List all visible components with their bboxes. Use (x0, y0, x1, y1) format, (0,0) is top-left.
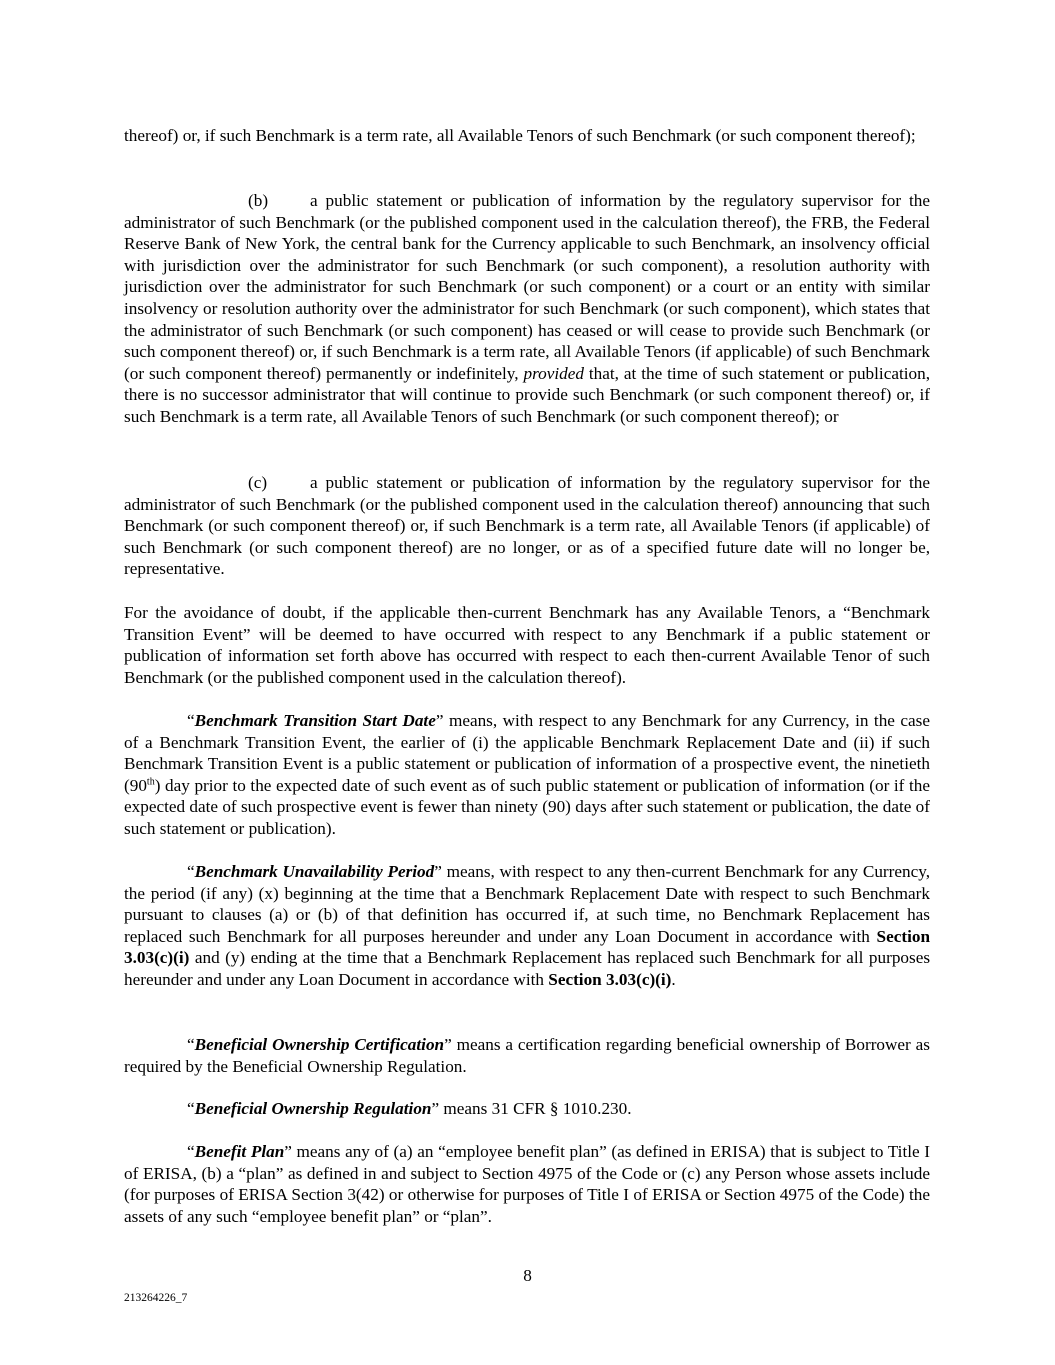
definition-benchmark-transition-start-date: “Benchmark Transition Start Date” means, with respect to any Benchmark for any Currency, in the case of a Benchmark Transition Event, the earlier of (i) the applicable Benchmark Replacement Date and (ii) if such Benchmark Transition Event is a public statement or publication of information of a prospective event, the ninetieth (90th) day prior to the expected date of such event as of such public statement or publication of information (or if the expected date of such prospective event is fewer than ninety (90) days after such statement or publication, the date of such statement or publication). (124, 711, 930, 838)
clause-b: (b) a public statement or publication of information by the regulatory supervisor for the administrator of such Benchmark (or the published component used in the calculation thereof), the FRB, the Federal Reserve Bank of New York, the central bank for the Currency applicable to such Benchmark, an insolvency official with jurisdiction over the administrator for such Benchmark (or such component), a resolution authority with jurisdiction over the administrator for such Benchmark (or such component) or a court or an entity with similar insolvency or resolution authority over the administrator for such Benchmark (or such component), which states that the administrator of such Benchmark (or such component) has ceased or will cease to provide such Benchmark (or such component thereof) or, if such Benchmark is a term rate, all Available Tenors (if applicable) of such Benchmark (or such component thereof) permanently or indefinitely, provided that, at the time of such statement or publication, there is no successor administrator that will continue to provide such Benchmark (or such component thereof) or, if such Benchmark is a term rate, all Available Tenors of such Benchmark (or such component thereof); or (124, 191, 930, 426)
defined-term: Beneficial Ownership Certification (194, 1035, 445, 1054)
definition-benefit-plan: “Benefit Plan” means any of (a) an “employee benefit plan” (as defined in ERISA) that is subject to Title I of ERISA, (b) a “plan” as defined in and subject to Section 4975 of the Code or (c) any Person whose assets include (for purposes of ERISA Section 3(42) or otherwise for purposes of Title I of ERISA or Section 4975 of the Code) the assets of any such “employee benefit plan” or “plan”. (124, 1142, 930, 1226)
defined-term: Benchmark Transition Start Date (194, 711, 436, 730)
paragraph-continuation: thereof) or, if such Benchmark is a term rate, all Available Tenors of such Benchmark (or such component thereof); (124, 126, 916, 145)
document-id: 213264226_7 (124, 1292, 188, 1304)
defined-term: Beneficial Ownership Regulation (194, 1099, 432, 1118)
section-reference: Section 3.03(c)(i) (124, 926, 931, 968)
definition-beneficial-ownership-certification: “Beneficial Ownership Certification” means a certification regarding beneficial ownership of Borrower as required by the Beneficial Ownership Regulation. (124, 1035, 930, 1076)
clause-b-label: (b) (248, 191, 269, 210)
clause-c: (c) a public statement or publication of information by the regulatory supervisor for the administrator of such Benchmark (or the published component used in the calculation thereof) announcing that such Benchmark (or such component thereof) or, if such Benchmark is a term rate, all Available Tenors (if applicable) of such Benchmark (or such component thereof) are no longer, or as of a specified future date will no longer be, representative. (124, 473, 930, 579)
defined-term: Benefit Plan (194, 1142, 285, 1161)
section-reference: Section 3.03(c)(i) (548, 969, 672, 989)
defined-term: Benchmark Unavailability Period (194, 862, 435, 881)
definition-beneficial-ownership-regulation: “Beneficial Ownership Regulation” means 31 CFR § 1010.230. (187, 1099, 632, 1118)
provided-term: provided (523, 363, 584, 383)
page-number: 8 (523, 1266, 532, 1285)
clause-c-label: (c) (248, 473, 268, 492)
definition-benchmark-unavailability-period: “Benchmark Unavailability Period” means, with respect to any then-current Benchmark for any Currency, the period (if any) (x) beginning at the time that a Benchmark Replacement Date with respect to such Benchmark pursuant to clauses (a) or (b) of that definition has occurred if, at such time, no Benchmark Replacement has replaced such Benchmark for all purposes hereunder and under any Loan Document in accordance with Section 3.03(c)(i) and (y) ending at the time that a Benchmark Replacement has replaced such Benchmark for all purposes hereunder and under any Loan Document in accordance with Section 3.03(c)(i). (124, 862, 931, 989)
paragraph-avoidance-of-doubt: For the avoidance of doubt, if the applicable then-current Benchmark has any Available Tenors, a “Benchmark Transition Event” will be deemed to have occurred with respect to any Benchmark if a public statement or publication of information set forth above has occurred with respect to each then-current Available Tenor of such Benchmark (or the published component used in the calculation thereof). (124, 603, 930, 687)
